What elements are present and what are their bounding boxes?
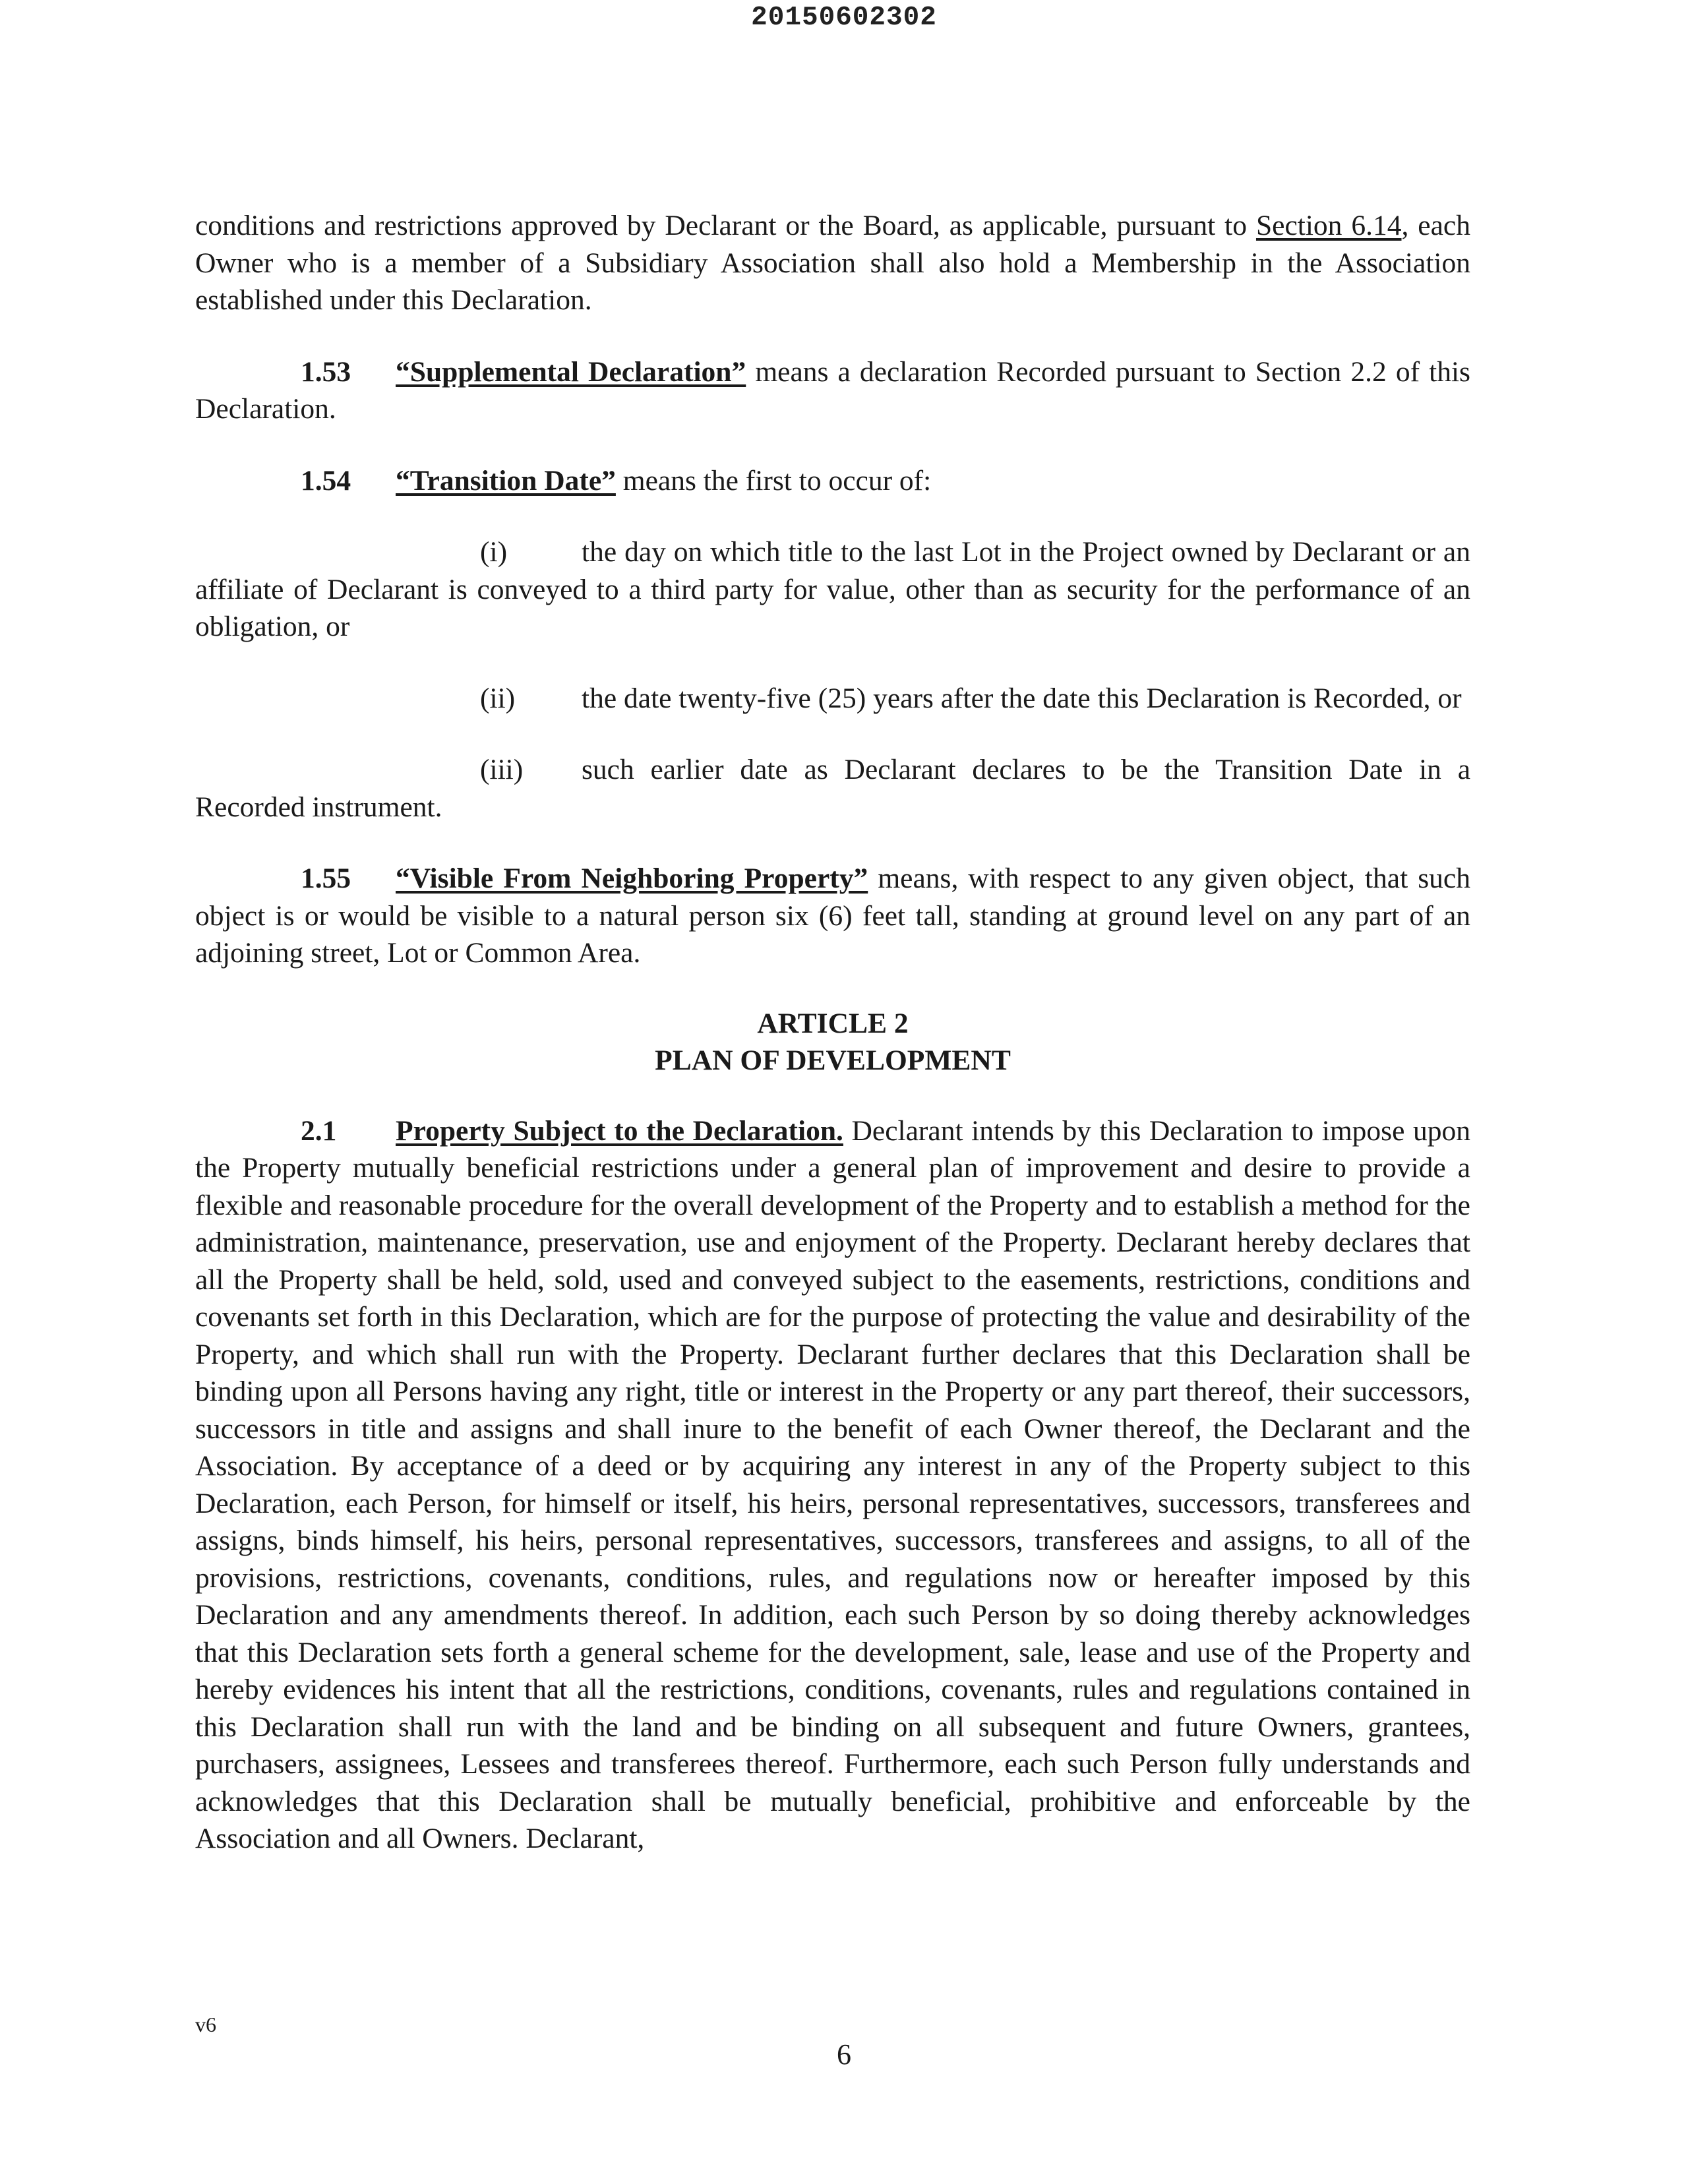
definition-1-54 <box>195 462 1470 500</box>
continuation-text-b: , each Owner who is a member of a Subsidiary Association shall also hold a Membership in the Association established under this Declaration. <box>195 210 1470 316</box>
definition-number: 1.55 <box>301 863 351 894</box>
item-label: (i) <box>480 536 508 568</box>
definition-text: means a declaration Recorded pursuant to Section 2.2 of this Declaration. <box>195 355 1470 425</box>
transition-item-i <box>195 533 1470 646</box>
article-title: PLAN OF DEVELOPMENT <box>655 1045 1011 1076</box>
definition-term: “Visible From Neighboring Property” <box>396 863 868 894</box>
transition-item-ii <box>195 680 1470 717</box>
item-text: such earlier date as Declarant declares to be the Transition Date in a Recorded instrument. <box>195 754 1470 823</box>
page-body <box>195 207 1470 1858</box>
page-number: 6 <box>837 2038 851 2071</box>
definition-1-55 <box>195 860 1470 972</box>
document-number: 20150602302 <box>751 3 937 33</box>
item-label: (iii) <box>480 754 524 785</box>
article-number: ARTICLE 2 <box>757 1007 909 1039</box>
definition-number: 1.54 <box>301 464 351 497</box>
item-text: the day on which title to the last Lot in the Project owned by Declarant or an affiliate of Declarant is conveyed to a third party for value, other than as security for the performance of an obligation, or <box>195 536 1470 642</box>
section-title: Property Subject to the Declaration. <box>396 1114 843 1147</box>
item-label: (ii) <box>480 682 516 714</box>
definition-1-53 <box>195 353 1470 428</box>
section-text: Declarant intends by this Declaration to impose upon the Property mutually beneficial restrictions under a general plan of improvement and desire to provide a flexible and reasonable procedure for the overall development of the Property and to establish a method for the administration, maintenance, preservation, use and enjoyment of the Property. Declarant hereby declares that all the Property shall be held, sold, used and conveyed subject to the easements, restrictions, conditions and covenants set forth in this Declaration, which are for the purpose of protecting the value and desirability of the Property, and which shall run with the Property. Declarant further declares that this Declaration shall be binding upon all Persons having any right, title or interest in the Property or any part thereof, their successors, successors in title and assigns and shall inure to the benefit of each Owner thereof, the Declarant and the Association. By acceptance of a deed or by acquiring any interest in any of the Property subject to this Declaration, each Person, for himself or itself, his heirs, personal representatives, successors, transferees and assigns, binds himself, his heirs, personal representatives, successors, transferees and assigns, to all of the provisions, restrictions, covenants, conditions, rules, and regulations now or hereafter imposed by this Declaration and any amendments thereof. In addition, each such Person by so doing thereby acknowledges that this Declaration sets forth a general scheme for the development, sale, lease and use of the Property and hereby evidences his intent that all the restrictions, conditions, covenants, rules and regulations contained in this Declaration shall run with the land and be binding on all subsequent and future Owners, grantees, purchasers, assignees, Lessees and transferees thereof. Furthermore, each such Person fully understands and acknowledges that this Declaration shall be mutually beneficial, prohibitive and enforceable by the Association and all Owners. Declarant, <box>195 1114 1470 1854</box>
transition-item-iii <box>195 751 1470 826</box>
definition-text: means, with respect to any given object, that such object is or would be visible to a natural person six (6) feet tall, standing at ground level on any part of an adjoining street, Lot or Common Area. <box>195 863 1470 969</box>
section-2-1 <box>195 1112 1470 1858</box>
continuation-paragraph <box>195 207 1470 319</box>
continuation-text-a: conditions and restrictions approved by Declarant or the Board, as applicable, pursuant to <box>195 210 1256 241</box>
section-6-14-reference: Section 6.14 <box>1255 210 1402 241</box>
section-number: 2.1 <box>301 1114 337 1147</box>
definition-term: “Transition Date” <box>396 464 616 497</box>
definition-text: means the first to occur of: <box>615 464 932 497</box>
item-text: the date twenty-five (25) years after the date this Declaration is Recorded, or <box>582 682 1462 714</box>
version-label: v6 <box>195 2013 216 2036</box>
definition-number: 1.53 <box>301 355 351 388</box>
definition-term: “Supplemental Declaration” <box>396 355 746 388</box>
